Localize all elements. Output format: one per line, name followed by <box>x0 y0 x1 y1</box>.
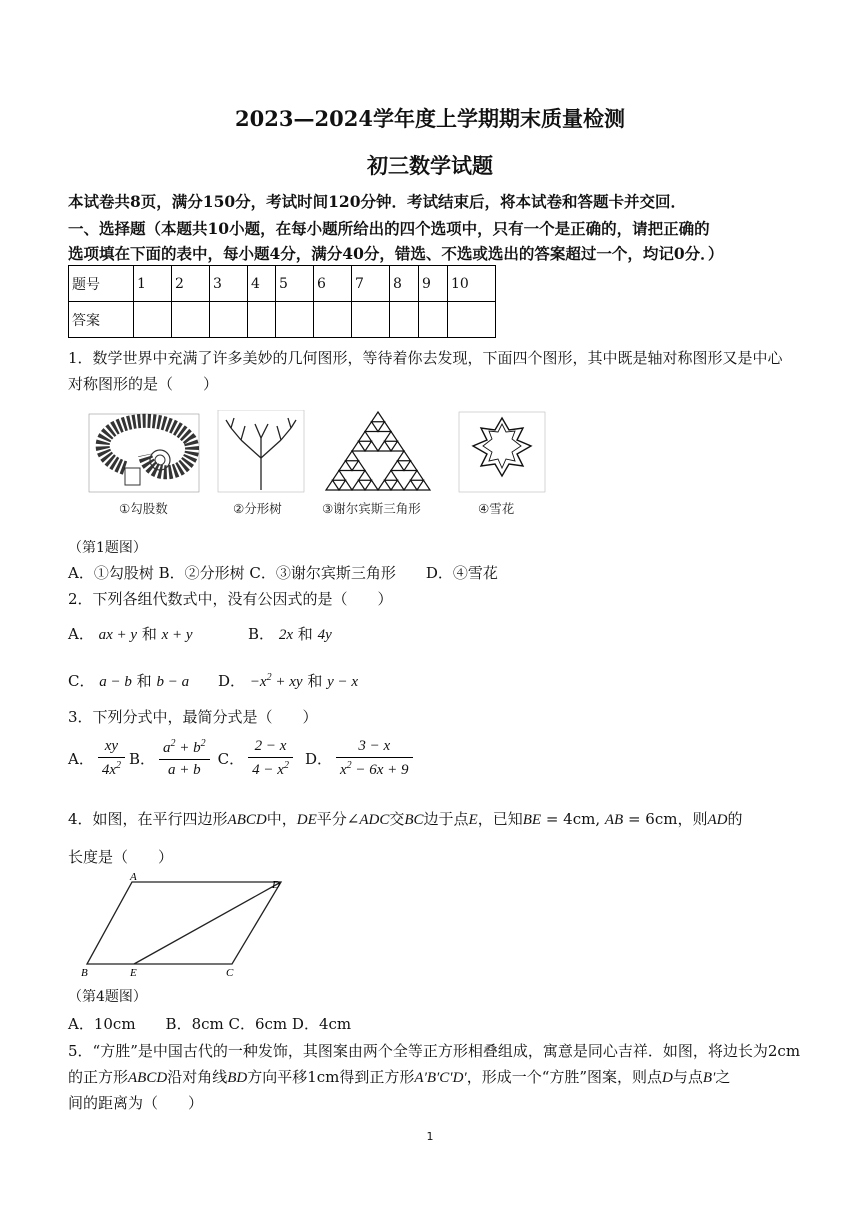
math-expression: + xy <box>271 674 303 690</box>
question-number-cell: 8 <box>390 266 419 302</box>
denominator: x <box>339 762 347 778</box>
question-number-cell: 7 <box>352 266 390 302</box>
question-number-cell: 10 <box>448 266 496 302</box>
answer-cell[interactable] <box>419 302 448 338</box>
table-header-cell: 题号 <box>69 266 134 302</box>
answer-cell[interactable] <box>210 302 248 338</box>
page-number: 1 <box>426 1130 434 1143</box>
q2-option-d[interactable] <box>218 670 358 691</box>
answer-cell[interactable] <box>352 302 390 338</box>
exam-subtitle: 初三数学试题 <box>367 153 493 178</box>
denominator: 4 − x <box>252 762 284 778</box>
question-number-cell: 3 <box>210 266 248 302</box>
exam-title: 2023—2024学年度上学期期末质量检测 <box>235 106 625 131</box>
numerator: a <box>163 740 171 756</box>
answer-cell[interactable] <box>448 302 496 338</box>
q4-stem-line2: 长度是（ ） <box>68 848 174 866</box>
q1-options: A．①勾股树 B．②分形树 C．③谢尔宾斯三角形 D．④雪花 <box>68 564 498 582</box>
option-label: B． <box>248 625 275 643</box>
option-label: D． <box>218 672 246 690</box>
exponent: 2 <box>266 672 272 683</box>
question-number-cell: 1 <box>134 266 172 302</box>
vertex-label-e: E <box>130 967 137 979</box>
q5-stem-line3: 间的距离为（ ） <box>68 1094 204 1112</box>
numerator: + b <box>175 740 201 756</box>
figure-caption: ②分形树 <box>233 501 282 516</box>
exponent: 2 <box>170 738 176 749</box>
table-header-cell: 答案 <box>69 302 134 338</box>
figure-caption: ①勾股数 <box>119 501 168 516</box>
vertex-label-b: B <box>81 967 88 979</box>
numerator: xy <box>98 738 125 758</box>
exponent: 2 <box>200 738 206 749</box>
q5-stem-line1: 5．“方胜”是中国古代的一种发饰，其图案由两个全等正方形相叠组成，寓意是同心吉祥．如图，将边长为2cm <box>68 1042 801 1060</box>
exam-intro: 本试卷共8页，满分150分，考试时间120分钟．考试结束后，将本试卷和答题卡并交回． <box>68 192 686 211</box>
q4-options: A．10cm B．8cm C．6cm D．4cm <box>68 1015 352 1033</box>
denominator: 4x <box>101 762 117 778</box>
q2-option-c[interactable] <box>68 670 189 691</box>
option-label: D． <box>304 750 332 768</box>
q5-stem-line2: 的正方形ABCD沿对角线BD方向平移1cm得到正方形A′B′C′D′，形成一个“方胜”图案，则点D与点B′之 <box>68 1068 731 1086</box>
question-number-cell: 6 <box>314 266 352 302</box>
question-number-cell: 4 <box>248 266 276 302</box>
fraction-c[interactable] <box>248 738 293 779</box>
q2-option-a[interactable] <box>68 623 193 644</box>
question-number-cell: 9 <box>419 266 448 302</box>
fraction-a[interactable] <box>98 738 125 779</box>
q3-options <box>68 738 417 779</box>
q2-stem: 2．下列各组代数式中，没有公因式的是（ ） <box>68 590 393 608</box>
snowflake-figure <box>459 412 545 492</box>
math-expression: x + y <box>161 627 193 643</box>
figure-caption: ④雪花 <box>478 501 515 516</box>
fractal-tree-figure <box>218 410 304 492</box>
question-number-cell: 2 <box>172 266 210 302</box>
math-expression: 2x <box>278 627 293 643</box>
pythagoras-tree-figure <box>89 414 199 492</box>
answer-cell[interactable] <box>134 302 172 338</box>
vertex-label-d: D <box>272 879 280 891</box>
option-label: B． <box>129 750 156 768</box>
table-row <box>69 302 496 338</box>
conjunction: 和 <box>297 625 313 643</box>
denominator: a + b <box>168 762 201 778</box>
q4-figure-caption: （第4题图） <box>68 989 147 1005</box>
answer-table <box>68 265 496 338</box>
table-row <box>69 266 496 302</box>
section-heading-line2: 选项填在下面的表中，每小题4分，满分40分，错选、不选或选出的答案超过一个，均记0分．） <box>68 244 724 263</box>
exponent: 2 <box>346 760 352 771</box>
exponent: 2 <box>283 760 289 771</box>
conjunction: 和 <box>307 672 323 690</box>
answer-cell[interactable] <box>314 302 352 338</box>
answer-cell[interactable] <box>172 302 210 338</box>
vertex-label-a: A <box>130 871 137 883</box>
q1-stem-line1: 1．数学世界中充满了许多美妙的几何图形，等待着你去发现，下面四个图形，其中既是轴对称图形又是中心 <box>68 349 783 367</box>
figure-caption: ③谢尔宾斯三角形 <box>322 501 421 516</box>
option-label: A． <box>68 625 94 643</box>
fraction-b[interactable] <box>159 738 210 779</box>
math-expression: −x <box>249 674 267 690</box>
math-expression: b − a <box>156 674 190 690</box>
section-heading-line1: 一、选择题（本题共10小题，在每小题所给出的四个选项中，只有一个是正确的，请把正确的 <box>68 219 710 238</box>
q1-figure-caption: （第1题图） <box>68 540 147 556</box>
option-label: C． <box>68 672 95 690</box>
answer-cell[interactable] <box>390 302 419 338</box>
math-expression: ax + y <box>98 627 138 643</box>
option-label: C． <box>217 750 245 768</box>
option-label: A． <box>68 750 94 768</box>
numerator: 3 − x <box>336 738 413 758</box>
sierpinski-triangle-figure <box>326 412 430 490</box>
fraction-d[interactable] <box>336 738 413 779</box>
q1-stem-line2: 对称图形的是（ ） <box>68 375 219 393</box>
math-expression: 4y <box>317 627 332 643</box>
conjunction: 和 <box>141 625 157 643</box>
q2-option-b[interactable] <box>248 623 332 644</box>
q4-stem-line1: 4．如图，在平行四边形ABCD中，DE平分∠ADC交BC边于点E，已知BE = 4cm, AB = 6cm，则AD的 <box>68 810 743 828</box>
numerator: 2 − x <box>248 738 293 758</box>
math-expression: y − x <box>327 674 359 690</box>
q1-figures <box>85 410 555 525</box>
denominator: − 6x + 9 <box>351 762 409 778</box>
exponent: 2 <box>116 760 122 771</box>
conjunction: 和 <box>136 672 152 690</box>
vertex-label-c: C <box>226 967 234 979</box>
answer-cell[interactable] <box>276 302 314 338</box>
answer-cell[interactable] <box>248 302 276 338</box>
question-number-cell: 5 <box>276 266 314 302</box>
q3-stem: 3．下列分式中，最简分式是（ ） <box>68 708 318 726</box>
math-expression: a − b <box>99 674 132 690</box>
q4-parallelogram-figure <box>75 870 295 985</box>
